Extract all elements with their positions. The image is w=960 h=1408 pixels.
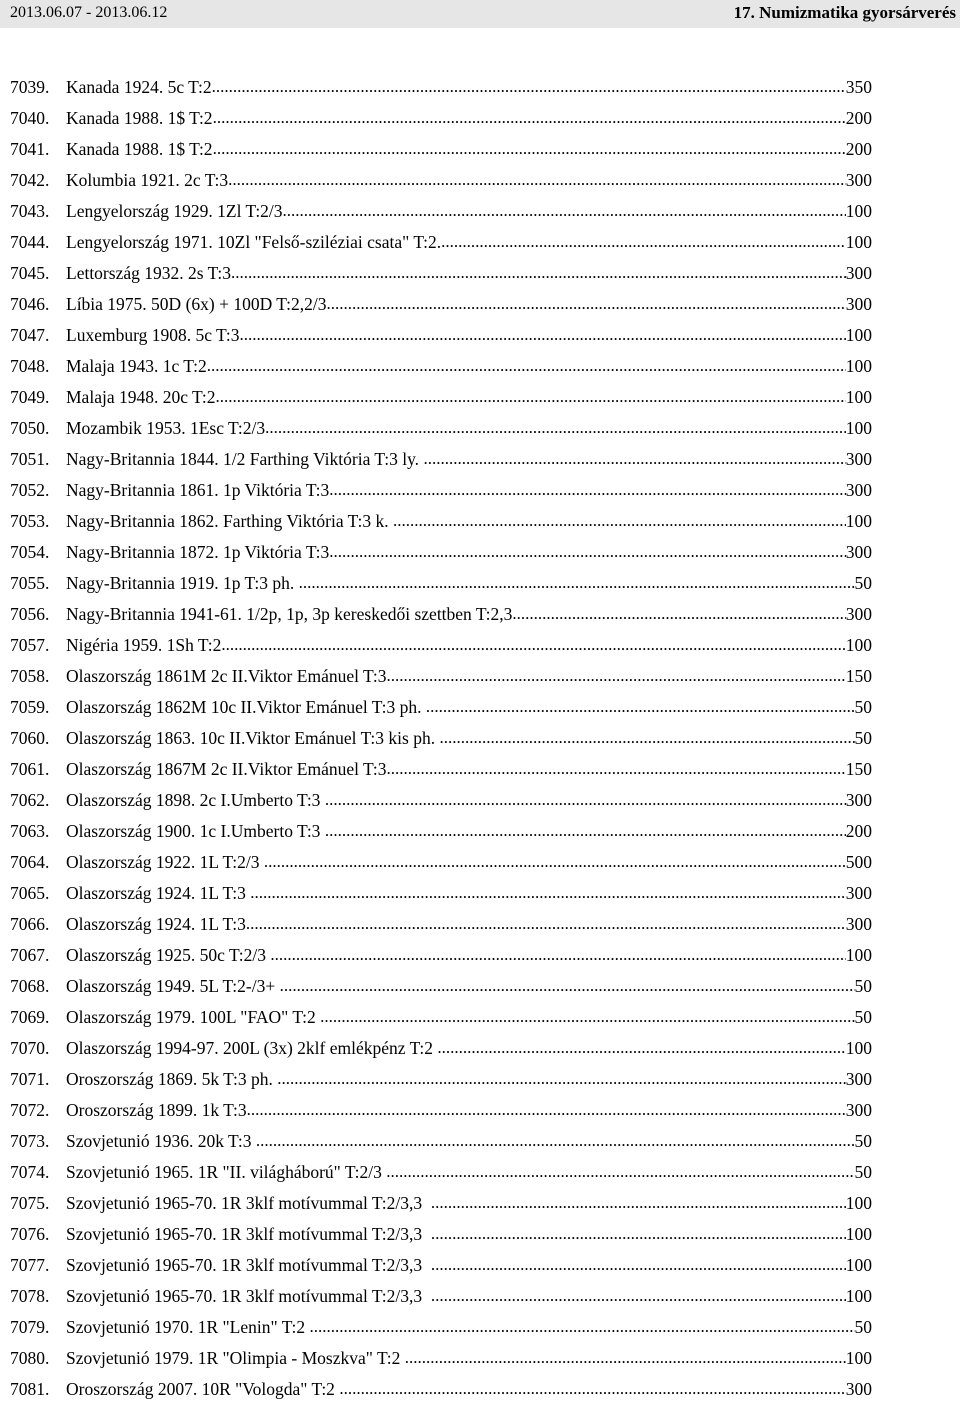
lot-number: 7074. (10, 1162, 50, 1182)
lot-body (66, 757, 872, 781)
lot-body (66, 1315, 872, 1339)
dot-leader (441, 230, 846, 254)
lot-number: 7053. (10, 511, 50, 531)
lot-row (10, 850, 872, 881)
lot-row (10, 230, 872, 261)
lot-list (10, 75, 872, 1408)
dot-leader (386, 757, 845, 781)
lot-row (10, 1346, 872, 1377)
dot-leader (393, 509, 846, 533)
lot-number: 7069. (10, 1007, 50, 1027)
lot-row (10, 447, 872, 478)
lot-description: Olaszország 1924. 1L T:3 (66, 914, 246, 934)
dot-leader (280, 974, 855, 998)
dot-leader (431, 1222, 846, 1246)
dot-leader (426, 695, 855, 719)
lot-row (10, 1284, 872, 1315)
lot-price: 50 (854, 976, 872, 996)
lot-row (10, 695, 872, 726)
lot-price: 300 (845, 449, 872, 469)
lot-description: Nagy-Britannia 1844. 1/2 Farthing Viktória T:3 ly. (66, 449, 424, 469)
lot-body (66, 354, 872, 378)
lot-row (10, 1315, 872, 1346)
lot-price: 100 (845, 1038, 872, 1058)
lot-row (10, 540, 872, 571)
lot-row (10, 633, 872, 664)
lot-description: Luxemburg 1908. 5c T:3 (66, 325, 240, 345)
lot-row (10, 1191, 872, 1222)
lot-description: Szovjetunió 1965-70. 1R 3klf motívummal T:2/3,3 (66, 1224, 431, 1244)
lot-description: Olaszország 1861M 2c II.Viktor Emánuel T:3 (66, 666, 387, 686)
lot-body (66, 199, 872, 223)
lot-body (66, 137, 872, 161)
lot-number: 7073. (10, 1131, 50, 1151)
lot-description: Olaszország 1867M 2c II.Viktor Emánuel T:3 (66, 759, 387, 779)
lot-price: 200 (845, 821, 872, 841)
dot-leader (299, 571, 855, 595)
lot-price: 300 (845, 604, 872, 624)
lot-description: Szovjetunió 1965. 1R "II. világháború" T:2/3 (66, 1162, 387, 1182)
lot-row (10, 602, 872, 633)
lot-body (66, 1377, 872, 1401)
lot-body (66, 1346, 872, 1370)
lot-body (66, 788, 872, 812)
lot-description: Olaszország 1949. 5L T:2-/3+ (66, 976, 280, 996)
dot-leader (277, 1067, 846, 1091)
lot-row (10, 168, 872, 199)
lot-body (66, 509, 872, 533)
lot-row (10, 1098, 872, 1129)
lot-body (66, 478, 872, 502)
lot-price: 100 (845, 635, 872, 655)
lot-description: Nigéria 1959. 1Sh T:2 (66, 635, 222, 655)
lot-body (66, 1253, 872, 1277)
lot-number: 7080. (10, 1348, 50, 1368)
lot-number: 7047. (10, 325, 50, 345)
lot-description: Nagy-Britannia 1862. Farthing Viktória T:3 k. (66, 511, 393, 531)
lot-description: Nagy-Britannia 1919. 1p T:3 ph. (66, 573, 299, 593)
lot-body (66, 1191, 872, 1215)
dot-leader (512, 602, 845, 626)
dot-leader (325, 788, 846, 812)
lot-number: 7075. (10, 1193, 50, 1213)
lot-number: 7055. (10, 573, 50, 593)
lot-body (66, 633, 872, 657)
dot-leader (320, 1005, 854, 1029)
dot-leader (386, 664, 845, 688)
lot-price: 300 (845, 1069, 872, 1089)
lot-number: 7044. (10, 232, 50, 252)
lot-price: 100 (845, 1193, 872, 1213)
lot-description: Lengyelország 1929. 1Zl T:2/3 (66, 201, 283, 221)
lot-row (10, 881, 872, 912)
lot-price: 300 (845, 1100, 872, 1120)
lot-row (10, 664, 872, 695)
lot-price: 100 (845, 1224, 872, 1244)
lot-description: Olaszország 1862M 10c II.Viktor Emánuel T:3 ph. (66, 697, 426, 717)
lot-description: Nagy-Britannia 1861. 1p Viktória T:3 (66, 480, 330, 500)
lot-body (66, 850, 872, 874)
lot-price: 100 (845, 945, 872, 965)
lot-row (10, 974, 872, 1005)
dot-leader (221, 633, 845, 657)
lot-row (10, 726, 872, 757)
lot-body (66, 447, 872, 471)
lot-body (66, 323, 872, 347)
lot-price: 50 (854, 573, 872, 593)
lot-number: 7062. (10, 790, 50, 810)
lot-row (10, 137, 872, 168)
lot-price: 100 (845, 1255, 872, 1275)
lot-description: Szovjetunió 1965-70. 1R 3klf motívummal T:2/3,3 (66, 1193, 431, 1213)
lot-price: 100 (845, 325, 872, 345)
lot-body (66, 1160, 872, 1184)
lot-description: Olaszország 1900. 1c I.Umberto T:3 (66, 821, 325, 841)
lot-row (10, 292, 872, 323)
lot-description: Nagy-Britannia 1872. 1p Viktória T:3 (66, 542, 330, 562)
date-range: 2013.06.07 - 2013.06.12 (10, 4, 168, 21)
lot-description: Olaszország 1925. 50c T:2/3 (66, 945, 271, 965)
lot-number: 7061. (10, 759, 50, 779)
lot-description: Olaszország 1922. 1L T:2/3 (66, 852, 264, 872)
lot-row (10, 416, 872, 447)
dot-leader (250, 881, 845, 905)
lot-number: 7040. (10, 108, 50, 128)
lot-body (66, 261, 872, 285)
lot-row (10, 106, 872, 137)
lot-row (10, 478, 872, 509)
dot-leader (405, 1346, 846, 1370)
lot-row (10, 1036, 872, 1067)
lot-price: 300 (845, 170, 872, 190)
lot-number: 7081. (10, 1379, 50, 1399)
lot-description: Lettország 1932. 2s T:3 (66, 263, 232, 283)
lot-description: Oroszország 2007. 10R "Vologda" T:2 (66, 1379, 340, 1399)
lot-number: 7051. (10, 449, 50, 469)
dot-leader (212, 75, 846, 99)
lot-number: 7041. (10, 139, 50, 159)
dot-leader (215, 385, 845, 409)
dot-leader (431, 1191, 846, 1215)
lot-body (66, 1129, 872, 1153)
lot-row (10, 1129, 872, 1160)
lot-price: 50 (854, 728, 872, 748)
lot-row (10, 912, 872, 943)
lot-body (66, 1284, 872, 1308)
lot-price: 50 (854, 1007, 872, 1027)
lot-number: 7048. (10, 356, 50, 376)
dot-leader (228, 168, 846, 192)
lot-number: 7056. (10, 604, 50, 624)
lot-body (66, 602, 872, 626)
lot-row (10, 1222, 872, 1253)
lot-price: 500 (845, 852, 872, 872)
lot-body (66, 974, 872, 998)
lot-price: 100 (845, 232, 872, 252)
dot-leader (386, 1160, 854, 1184)
lot-body (66, 1036, 872, 1060)
lot-price: 300 (845, 542, 872, 562)
dot-leader (239, 323, 845, 347)
dot-leader (437, 1036, 845, 1060)
lot-description: Lengyelország 1971. 10Zl "Felső-sziléziai csata" T:2. (66, 232, 442, 252)
lot-row (10, 1067, 872, 1098)
lot-number: 7070. (10, 1038, 50, 1058)
lot-body (66, 1005, 872, 1029)
dot-leader (247, 1098, 846, 1122)
lot-row (10, 819, 872, 850)
lot-number: 7078. (10, 1286, 50, 1306)
lot-price: 50 (854, 1131, 872, 1151)
lot-number: 7057. (10, 635, 50, 655)
lot-price: 350 (845, 77, 872, 97)
lot-number: 7067. (10, 945, 50, 965)
lot-row (10, 75, 872, 106)
lot-price: 300 (845, 263, 872, 283)
lot-number: 7079. (10, 1317, 50, 1337)
lot-description: Olaszország 1924. 1L T:3 (66, 883, 251, 903)
dot-leader (207, 354, 846, 378)
lot-number: 7050. (10, 418, 50, 438)
dot-leader (329, 478, 845, 502)
lot-description: Szovjetunió 1965-70. 1R 3klf motívummal T:2/3,3 (66, 1255, 431, 1275)
lot-price: 100 (845, 356, 872, 376)
dot-leader (423, 447, 845, 471)
lot-body (66, 943, 872, 967)
lot-price: 100 (845, 511, 872, 531)
dot-leader (246, 912, 846, 936)
dot-leader (264, 850, 846, 874)
dot-leader (431, 1284, 846, 1308)
dot-leader (310, 1315, 855, 1339)
lot-row (10, 1005, 872, 1036)
lot-number: 7049. (10, 387, 50, 407)
lot-number: 7039. (10, 77, 50, 97)
dot-leader (325, 819, 846, 843)
lot-description: Szovjetunió 1936. 20k T:3 (66, 1131, 256, 1151)
lot-number: 7052. (10, 480, 50, 500)
lot-body (66, 106, 872, 130)
lot-description: Nagy-Britannia 1941-61. 1/2p, 1p, 3p kereskedői szettben T:2,3 (66, 604, 513, 624)
lot-number: 7064. (10, 852, 50, 872)
lot-description: Olaszország 1898. 2c I.Umberto T:3 (66, 790, 325, 810)
lot-body (66, 1098, 872, 1122)
lot-row (10, 323, 872, 354)
dot-leader (213, 137, 846, 161)
lot-price: 200 (845, 139, 872, 159)
lot-number: 7060. (10, 728, 50, 748)
lot-row (10, 385, 872, 416)
dot-leader (439, 726, 854, 750)
lot-number: 7076. (10, 1224, 50, 1244)
lot-price: 50 (854, 1162, 872, 1182)
lot-row (10, 354, 872, 385)
lot-description: Kanada 1988. 1$ T:2 (66, 108, 213, 128)
lot-row (10, 1377, 872, 1408)
lot-price: 300 (845, 294, 872, 314)
lot-body (66, 912, 872, 936)
lot-description: Kanada 1924. 5c T:2 (66, 77, 212, 97)
lot-row (10, 1253, 872, 1284)
dot-leader (283, 199, 846, 223)
lot-number: 7077. (10, 1255, 50, 1275)
lot-price: 300 (845, 790, 872, 810)
dot-leader (339, 1377, 845, 1401)
lot-row (10, 757, 872, 788)
lot-price: 300 (845, 1379, 872, 1399)
dot-leader (329, 540, 845, 564)
lot-number: 7072. (10, 1100, 50, 1120)
lot-row (10, 571, 872, 602)
lot-description: Kanada 1988. 1$ T:2 (66, 139, 213, 159)
lot-description: Mozambik 1953. 1Esc T:2/3 (66, 418, 266, 438)
lot-price: 100 (845, 418, 872, 438)
lot-price: 150 (845, 666, 872, 686)
lot-description: Szovjetunió 1979. 1R "Olimpia - Moszkva" T:2 (66, 1348, 405, 1368)
lot-description: Malaja 1948. 20c T:2 (66, 387, 216, 407)
lot-body (66, 230, 872, 254)
lot-price: 100 (845, 1286, 872, 1306)
lot-body (66, 664, 872, 688)
lot-description: Líbia 1975. 50D (6x) + 100D T:2,2/3 (66, 294, 327, 314)
lot-description: Olaszország 1863. 10c II.Viktor Emánuel T:3 kis ph. (66, 728, 440, 748)
lot-number: 7058. (10, 666, 50, 686)
lot-description: Olaszország 1994-97. 200L (3x) 2klf emlékpénz T:2 (66, 1038, 438, 1058)
lot-description: Malaja 1943. 1c T:2 (66, 356, 207, 376)
lot-body (66, 168, 872, 192)
lot-body (66, 540, 872, 564)
lot-description: Oroszország 1899. 1k T:3 (66, 1100, 247, 1120)
dot-leader (213, 106, 846, 130)
lot-body (66, 695, 872, 719)
lot-number: 7063. (10, 821, 50, 841)
lot-price: 300 (845, 480, 872, 500)
lot-body (66, 1222, 872, 1246)
lot-price: 300 (845, 914, 872, 934)
lot-number: 7054. (10, 542, 50, 562)
lot-number: 7043. (10, 201, 50, 221)
lot-price: 100 (845, 201, 872, 221)
dot-leader (231, 261, 846, 285)
dot-leader (270, 943, 845, 967)
lot-row (10, 943, 872, 974)
lot-row (10, 261, 872, 292)
lot-price: 50 (854, 1317, 872, 1337)
dot-leader (256, 1129, 855, 1153)
lot-price: 300 (845, 883, 872, 903)
lot-body (66, 292, 872, 316)
lot-number: 7059. (10, 697, 50, 717)
lot-body (66, 881, 872, 905)
lot-number: 7068. (10, 976, 50, 996)
lot-body (66, 726, 872, 750)
dot-leader (326, 292, 845, 316)
lot-number: 7042. (10, 170, 50, 190)
lot-description: Oroszország 1869. 5k T:3 ph. (66, 1069, 278, 1089)
lot-price: 50 (854, 697, 872, 717)
lot-body (66, 416, 872, 440)
lot-price: 150 (845, 759, 872, 779)
lot-number: 7071. (10, 1069, 50, 1089)
lot-number: 7066. (10, 914, 50, 934)
lot-body (66, 75, 872, 99)
lot-description: Szovjetunió 1965-70. 1R 3klf motívummal T:2/3,3 (66, 1286, 431, 1306)
lot-number: 7065. (10, 883, 50, 903)
lot-body (66, 1067, 872, 1091)
lot-description: Kolumbia 1921. 2c T:3 (66, 170, 229, 190)
lot-number: 7045. (10, 263, 50, 283)
lot-body (66, 385, 872, 409)
lot-price: 100 (845, 1348, 872, 1368)
lot-body (66, 819, 872, 843)
auction-title: 17. Numizmatika gyorsárverés (733, 3, 956, 22)
lot-number: 7046. (10, 294, 50, 314)
lot-row (10, 509, 872, 540)
lot-row (10, 199, 872, 230)
lot-body (66, 571, 872, 595)
lot-row (10, 788, 872, 819)
lot-description: Szovjetunió 1970. 1R "Lenin" T:2 (66, 1317, 310, 1337)
dot-leader (431, 1253, 846, 1277)
lot-price: 100 (845, 387, 872, 407)
dot-leader (265, 416, 846, 440)
lot-description: Olaszország 1979. 100L "FAO" T:2 (66, 1007, 321, 1027)
page-header (0, 0, 960, 28)
lot-price: 200 (845, 108, 872, 128)
lot-row (10, 1160, 872, 1191)
